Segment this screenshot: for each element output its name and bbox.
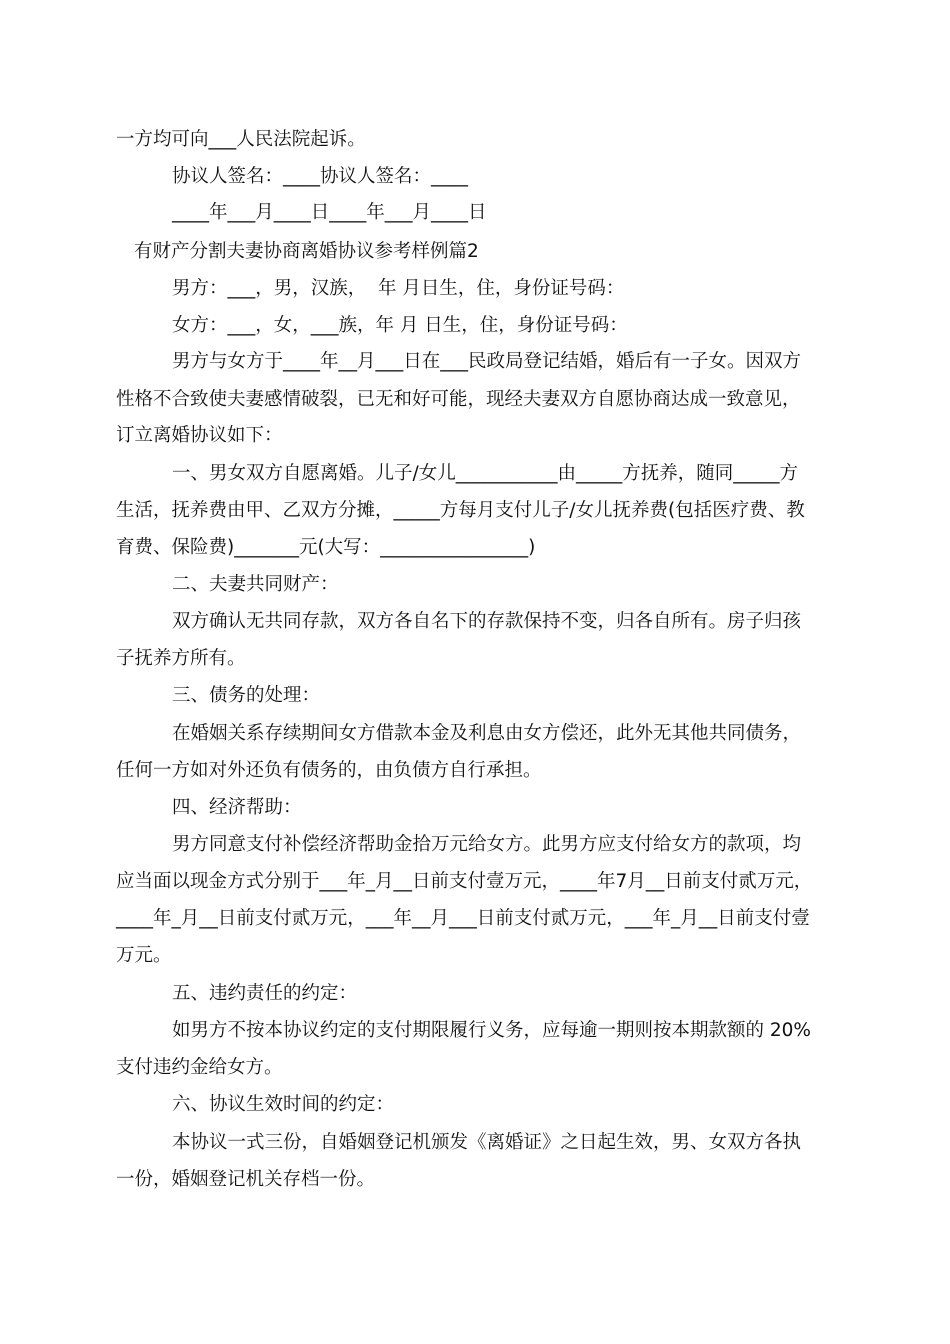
- clause-line: 一、男女双方自愿离婚。儿子/女儿___________由_____方抚养，随同_____方: [172, 463, 798, 484]
- paragraph-line: 性格不合致使夫妻感情破裂，已无和好可能，现经夫妻双方自愿协商达成一致意见，: [116, 389, 801, 410]
- clause-line: 本协议一式三份，自婚姻登记机颁发《离婚证》之日起生效，男、女双方各执: [172, 1132, 802, 1153]
- clause-heading: 三、债务的处理：: [172, 685, 321, 706]
- clause-line: 一份，婚姻登记机关存档一份。: [116, 1169, 376, 1190]
- paragraph-line: 订立离婚协议如下：: [116, 425, 283, 446]
- date-line: ____年___月____日____年___月____日: [172, 202, 487, 223]
- clause-line: 如男方不按本协议约定的支付期限履行义务，应每逾一期则按本期款额的 20%: [172, 1020, 812, 1041]
- paragraph-line: 男方与女方于____年__月___日在___民政局登记结婚，婚后有一子女。因双方: [172, 351, 802, 372]
- clause-line: 男方同意支付补偿经济帮助金拾万元给女方。此男方应支付给女方的款项，均: [172, 834, 802, 855]
- clause-heading: 四、经济帮助：: [172, 797, 302, 818]
- male-party-line: 男方：___，男，汉族， 年 月日生，住，身份证号码：: [172, 278, 625, 299]
- clause-line: ____年_月__日前支付贰万元，___年__月___日前支付贰万元，___年_月__日前支付壹: [116, 908, 810, 929]
- clause-line: 支付违约金给女方。: [116, 1057, 283, 1078]
- text-line: 一方均可向___人民法院起诉。: [116, 129, 366, 150]
- clause-line: 应当面以现金方式分别于___年_月__日前支付壹万元，____年7月__日前支付贰万元，: [116, 871, 813, 892]
- clause-line: 在婚姻关系存续期间女方借款本金及利息由女方偿还，此外无其他共同债务，: [172, 723, 802, 744]
- section-title: 有财产分割夫妻协商离婚协议参考样例篇2: [134, 241, 479, 262]
- clause-heading: 二、夫妻共同财产：: [172, 574, 339, 595]
- clause-heading: 五、违约责任的约定：: [172, 983, 358, 1004]
- female-party-line: 女方：___，女，___族，年 月 日生，住，身份证号码：: [172, 315, 628, 336]
- clause-line: 育费、保险费)_______元(大写：________________): [116, 537, 536, 558]
- clause-heading: 六、协议生效时间的约定：: [172, 1094, 395, 1115]
- clause-line: 万元。: [116, 945, 172, 966]
- clause-line: 双方确认无共同存款，双方各自名下的存款保持不变，归各自所有。房子归孩: [172, 611, 802, 632]
- signature-line: 协议人签名：____协议人签名：____: [172, 166, 469, 187]
- clause-line: 任何一方如对外还负有债务的，由负债方自行承担。: [116, 760, 542, 781]
- clause-line: 生活，抚养费由甲、乙双方分摊，_____方每月支付儿子/女儿抚养费(包括医疗费、教: [116, 500, 805, 521]
- clause-line: 子抚养方所有。: [116, 648, 246, 669]
